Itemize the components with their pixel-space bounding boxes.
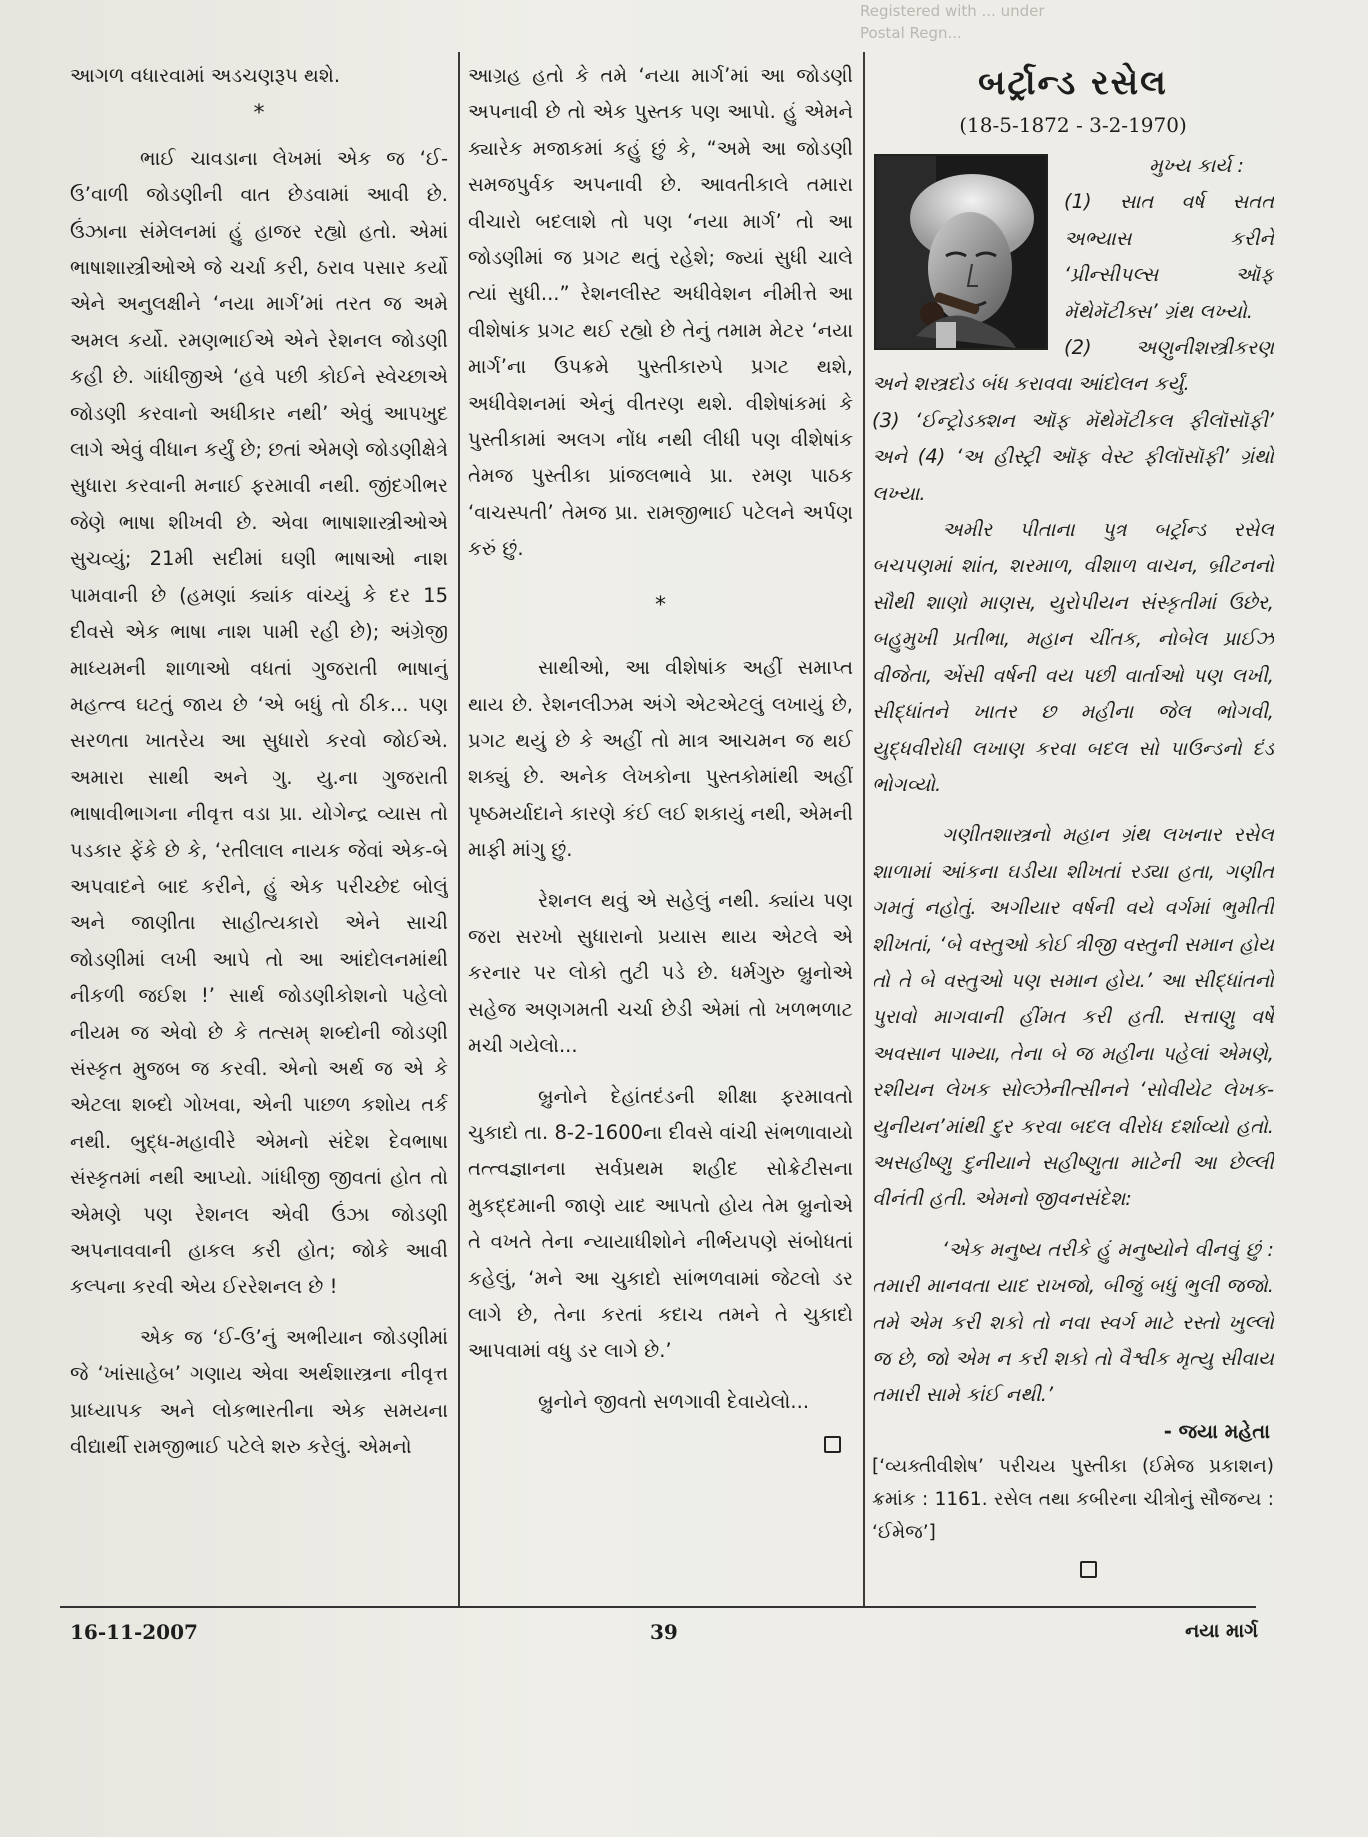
separator-star: * — [655, 592, 666, 618]
main-work-heading: મુખ્ય કાર્ય : — [1148, 154, 1244, 177]
main-work-1: (1) સાત વર્ષ સતત અભ્યાસ કરીને ‘પ્રીન્સીપલ્સ ઑફ મૅથેમૅટીક્સ’ ગ્રંથ લખ્યો. — [1064, 190, 1274, 323]
life-message-quote: ‘એક મનુષ્ય તરીકે હું મનુષ્યોને વીનવું છું : તમારી માનવતા યાદ રાખજો, બીજું બધું ભુલી જજો. તમે એમ કરી શકો તો નવા સ્વર્ગ માટે રસ્તો ખુલ્લો જ છે, જો એમ ન કરી શકો તો વૈશ્વીક મૃત્યુ સીવાય તમારી સામે કાંઈ નથી.’ — [872, 1237, 1274, 1407]
main-work-3: (3) ‘ઈન્ટ્રોડક્શન ઑફ મૅથેમૅટીકલ ફીલૉસૉફી’ અને (4) ‘અ હીસ્ટ્રી ઑફ વેસ્ટ ફીલૉસૉફી’ ગ્રંથો લખ્યા. — [872, 408, 1274, 505]
footer-rule — [60, 1606, 1256, 1608]
col1-paragraph-2: એક જ ‘ઈ-ઉ’નું અભીયાન જોડણીમાં જે ‘ખાંસાહેબ’ ગણાય એવા અર્થશાસ્ત્રના નીવૃત્ત પ્રાધ્યાપક અને લોકભારતીના એક સમયના વીદ્યાર્થી રામજીભાઈ પટેલે શરુ કરેલું. એમનો — [70, 1325, 448, 1459]
column-divider-2 — [863, 52, 865, 1607]
column-2 — [468, 58, 853, 1708]
footer-date: 16-11-2007 — [70, 1620, 198, 1644]
column-divider-1 — [458, 52, 460, 1607]
magazine-name: નયા માર્ગ — [1185, 1620, 1258, 1642]
image-credit-note: [‘વ્યક્તીવીશેષ’ પરીચય પુસ્તીકા (ઈમેજ પ્રકાશન) ક્રમાંક : 1161. રસેલ તથા કબીરના ચીત્રોનું સૌજન્ય : ‘ઈમેજ’] — [872, 1456, 1274, 1544]
bertrand-russell-portrait — [874, 154, 1048, 350]
column-1 — [70, 58, 448, 1578]
column-3-sidebar — [872, 58, 1274, 1718]
col1-paragraph-1: ભાઈ ચાવડાના લેખમાં એક જ ‘ઈ-ઉ’વાળી જોડણીની વાત છેડવામાં આવી છે. ઉંઝાના સંમેલનમાં હું હાજર રહ્યો હતો. એમાં ભાષાશાસ્ત્રીઓએ જે ચર્ચા કરી, ઠરાવ પસાર કર્યો એને અનુલક્ષીને ‘નયા માર્ગ’માં તરત જ અમે અમલ કર્યો. રમણભાઈએ એને રેશનલ જોડણી કહી છે. ગાંધીજીએ ‘હવે પછી કોઈને સ્વેચ્છાએ જોડણી કરવાનો અધીકાર નથી’ એવું આપખુદ લાગે એવું વીધાન કર્યું છે; છતાં એમણે જોડણીક્ષેત્રે સુધારા કરવાની મનાઈ ફરમાવી નથી. જીંદગીભર જેણે ભાષા શીખવી છે. એવા ભાષાશાસ્ત્રીઓએ સુચવ્યું; 21મી સદીમાં ઘણી ભાષાઓ નાશ પામવાની છે (હમણાં ક્યાંક વાંચ્યું કે દર 15 દીવસે એક ભાષા નાશ પામી રહી છે); અંગ્રેજી માધ્યમની શાળાઓ વધતાં ગુજરાતી ભાષાનું મહત્ત્વ ઘટતું જાય છે ‘એ બધું તો ઠીક... પણ સરળતા ખાતરેય આ સુધારો કરવો જોઈએ. અમારા સાથી અને ગુ. યુ.ના ગુજરાતી ભાષાવીભાગના નીવૃત્ત વડા પ્રા. યોગેન્દ્ર વ્યાસ તો પડકાર ફેંકે છે કે, ‘રતીલાલ નાયક જેવાં એક-બે અપવાદને બાદ કરીને, હું એક પરીચ્છેદ બોલું અને જાણીતા સાહીત્યકારો એને સાચી જોડણીમાં લખી આપે તો આ આંદોલનમાંથી નીકળી જઈશ !’ સાર્થ જોડણીકોશનો પહેલો નીયમ જ એવો છે કે તત્સમ્ શબ્દોની જોડણી સંસ્કૃત મુજબ જ કરવી. એનો અર્થ જ એ કે એટલા શબ્દો ગોખવા, એની પાછળ કશોય તર્ક નથી. બુદ્ધ-મહાવીરે એમનો સંદેશ દેવભાષા સંસ્કૃતમાં નથી આપ્યો. ગાંધીજી જીવતાં હોત તો એમણે પણ રેશનલ એવી ઉંઝા જોડણી અપનાવવાની હાકલ કરી હોત; જોકે આવી કલ્પના કરવી એય ઈરરેશનલ છે ! — [70, 146, 448, 1299]
col2-paragraph-5: બ્રુનોને જીવતો સળગાવી દેવાયેલો... — [538, 1389, 810, 1413]
page-number: 39 — [650, 1620, 678, 1644]
bio-paragraph-2: ગણીતશાસ્ત્રનો મહાન ગ્રંથ લખનાર રસેલ શાળામાં આંકના ઘડીયા શીખતાં રડ્યા હતા, ગણીત ગમતું નહોતું. અગીયાર વર્ષની વયે વર્ગમાં ભુમીતી શીખતાં, ‘બે વસ્તુઓ કોઈ ત્રીજી વસ્તુની સમાન હોય તો તે બે વસ્તુઓ પણ સમાન હોય.’ આ સીદ્ધાંતનો પુરાવો માગવાની હીંમત કરી હતી. સત્તાણુ વર્ષે અવસાન પામ્યા, તેના બે જ મહીના પહેલાં એમણે, રશીયન લેખક સોલ્ઝેનીત્સીનને ‘સોવીયેટ લેખક-યુનીયન’માંથી દુર કરવા બદલ વીરોધ દર્શાવ્યો હતો. અસહીષ્ણુ દુનીયાને સહીષ્ણુતા માટેની આ છેલ્લી વીનંતી હતી. એમનો જીવનસંદેશ: — [872, 823, 1274, 1211]
bleed-line-2: Postal Regn... — [860, 24, 962, 42]
square-end-mark-icon — [1080, 1561, 1097, 1578]
bleed-line-1: Registered with ... under — [860, 2, 1045, 20]
bio-paragraph-1: અમીર પીતાના પુત્ર બર્ટ્રાન્ડ રસેલ બચપણમાં શાંત, શરમાળ, વીશાળ વાચન, બ્રીટનનો સૌથી શાણો માણસ, યુરોપીયન સંસ્કૃતીમાં ઉછેર, બહુમુખી પ્રતીભા, મહાન ચીંતક, નોબેલ પ્રાઈઝ વીજેતા, એંસી વર્ષની વય પછી વાર્તાઓ પણ લખી, સીદ્ધાંતને ખાતર છ મહીના જેલ ભોગવી, યુદ્ધવીરોધી લખાણ કરવા બદલ સો પાઉન્ડનો દંડ ભોગવ્યો. — [872, 518, 1274, 796]
square-end-mark-icon — [824, 1436, 841, 1453]
main-work-2: (2) અણુનીશસ્ત્રીકરણ અને શસ્ત્રદોડ બંધ કરાવવા આંદોલન કર્યું. — [872, 336, 1274, 396]
bleed-through-text — [860, 0, 1360, 46]
separator-star: * — [253, 101, 265, 127]
author-credit: - જયા મહેતા — [1163, 1419, 1270, 1443]
col1-top-line: આગળ વધારવામાં અડચણરૂપ થશે. — [70, 64, 341, 87]
col2-paragraph-3: રેશનલ થવું એ સહેલું નથી. ક્યાંય પણ જરા સરખો સુધારાનો પ્રયાસ થાય એટલે એ કરનાર પર લોકો તુટી પડે છે. ધર્મગુરુ બ્રુનોએ સહેજ અણગમતી ચર્ચા છેડી એમાં તો ખળભળાટ મચી ગયેલો... — [468, 888, 853, 1058]
sidebar-title: બર્ટ્રાન્ડ રસેલ — [978, 63, 1168, 103]
col2-paragraph-4: બ્રુનોને દેહાંતદંડની શીક્ષા ફરમાવતો ચુકાદો તા. 8-2-1600ના દીવસે વાંચી સંભળાવાયો તત્ત્વજ્ઞાનના સર્વપ્રથમ શહીદ સોક્રેટીસના મુકદ્દમાની જાણે યાદ આપતો હોય તેમ બ્રુનોએ તે વખતે તેના ન્યાયાધીશોને નીર્ભયપણે સંબોધતાં કહેલું, ‘મને આ ચુકાદો સાંભળવામાં જેટલો ડર લાગે છે, તેના કરતાં કદાચ તમને તે ચુકાદો આપવામાં વધુ ડર લાગે છે.’ — [468, 1084, 853, 1363]
col2-paragraph-2: સાથીઓ, આ વીશેષાંક અહીં સમાપ્ત થાય છે. રેશનલીઝમ અંગે એટએટલું લખાયું છે, પ્રગટ થયું છે કે અહીં તો માત્ર આચમન જ થઈ શક્યું છે. અનેક લેખકોના પુસ્તકોમાંથી અહીં પૃષ્ઠમર્યાદાને કારણે કંઈ લઈ શકાયું નથી, એમની માફી માંગુ છું. — [468, 656, 853, 862]
sidebar-dates: (18-5-1872 - 3-2-1970) — [959, 113, 1187, 137]
col2-paragraph-1: આગ્રહ હતો કે તમે ‘નયા માર્ગ’માં આ જોડણી અપનાવી છે તો એક પુસ્તક પણ આપો. હું એમને ક્યારેક મજાકમાં કહું છું કે, “અમે આ જોડણી સમજપુર્વક અપનાવી છે. આવતીકાલે તમારા વીચારો બદલાશે તો પણ ‘નયા માર્ગ’ તો આ જોડણીમાં જ પ્રગટ થતું રહેશે; જ્યાં સુધી ચાલે ત્યાં સુધી...” રેશનલીસ્ટ અધીવેશન નીમીત્તે આ વીશેષાંક પ્રગટ થઈ રહ્યો છે તેનું તમામ મેટર ‘નયા માર્ગ’ના ઉપક્રમે પુસ્તીકારુપે પ્રગટ થશે, અધીવેશનમાં એનું વીતરણ થશે. વીશેષાંકમાં કે પુસ્તીકામાં અલગ નોંધ નથી લીધી પણ વીશેષાંક તેમજ પુસ્તીકા પ્રાંજલભાવે પ્રા. રમણ પાઠક ‘વાચસ્પતી’ તેમજ પ્રા. રામજીભાઈ પટેલને અર્પણ કરું છું. — [468, 64, 853, 561]
